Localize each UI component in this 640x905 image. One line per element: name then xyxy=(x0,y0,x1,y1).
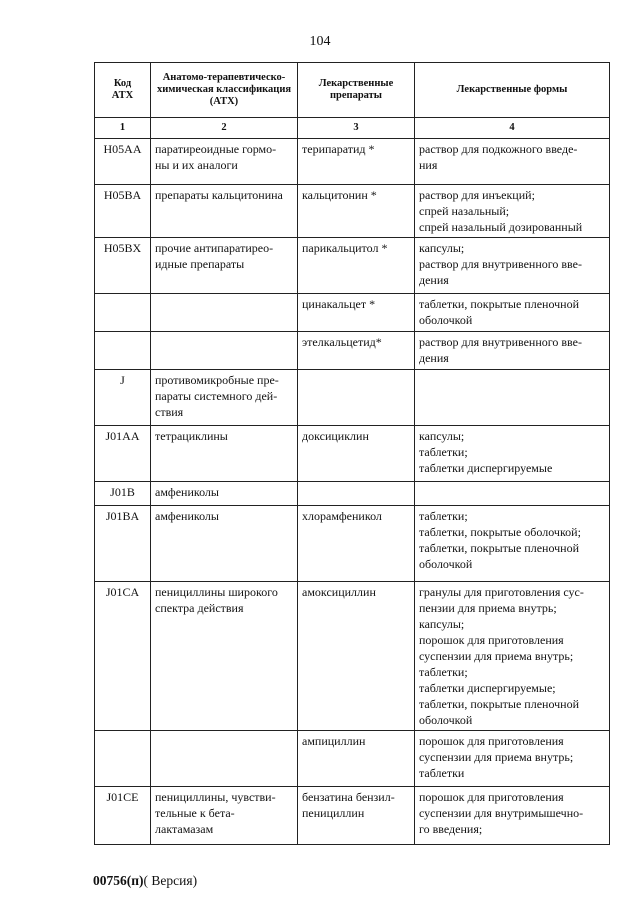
atc-group-cell: амфениколы xyxy=(151,506,298,582)
atc-code-cell: J01B xyxy=(95,482,151,506)
table-row xyxy=(95,185,610,238)
atc-code-cell: H05BX xyxy=(95,238,151,294)
column-number: 4 xyxy=(415,118,610,139)
table-row xyxy=(95,582,610,731)
atc-code-cell: J01CE xyxy=(95,787,151,845)
table-row xyxy=(95,506,610,582)
atc-group-cell xyxy=(151,332,298,370)
drug-name-cell: хлорамфеникол xyxy=(298,506,415,582)
dosage-forms-cell: порошок для приготовления суспензии для внутримышечно- го введения; xyxy=(415,787,610,845)
footer xyxy=(93,873,197,889)
table-row xyxy=(95,238,610,294)
atc-code-cell: H05AA xyxy=(95,139,151,185)
dosage-forms-cell: таблетки; таблетки, покрытые оболочкой; таблетки, покрытые пленочной оболочкой xyxy=(415,506,610,582)
table-header-row xyxy=(95,63,610,118)
table-row xyxy=(95,294,610,332)
atc-group-cell: пенициллины, чувстви- тельные к бета- лактамазам xyxy=(151,787,298,845)
atc-code-cell: J xyxy=(95,370,151,426)
atc-code-cell xyxy=(95,332,151,370)
atc-group-cell: амфениколы xyxy=(151,482,298,506)
header-dosage-forms: Лекарственные формы xyxy=(415,63,610,118)
atc-table xyxy=(94,62,610,845)
atc-group-cell xyxy=(151,294,298,332)
version-label: ( Версия) xyxy=(143,873,198,888)
page-number: 104 xyxy=(309,34,331,49)
dosage-forms-cell: раствор для подкожного введе- ния xyxy=(415,139,610,185)
drug-name-cell: цинакальцет * xyxy=(298,294,415,332)
atc-code-cell: J01BA xyxy=(95,506,151,582)
header-atc-code: Код ATX xyxy=(95,63,151,118)
column-number: 2 xyxy=(151,118,298,139)
table-row xyxy=(95,139,610,185)
atc-group-cell: паратиреоидные гормо- ны и их аналоги xyxy=(151,139,298,185)
drug-name-cell: ампициллин xyxy=(298,731,415,787)
atc-code-cell: H05BA xyxy=(95,185,151,238)
drug-name-cell: бензатина бензил- пенициллин xyxy=(298,787,415,845)
dosage-forms-cell xyxy=(415,482,610,506)
dosage-forms-cell: раствор для инъекций; спрей назальный; спрей назальный дозированный xyxy=(415,185,610,238)
drug-name-cell: терипаратид * xyxy=(298,139,415,185)
dosage-forms-cell xyxy=(415,370,610,426)
atc-group-cell: препараты кальцитонина xyxy=(151,185,298,238)
atc-group-cell: тетрациклины xyxy=(151,426,298,482)
drug-name-cell: кальцитонин * xyxy=(298,185,415,238)
column-number-row xyxy=(95,118,610,139)
atc-group-cell: пенициллины широкого спектра действия xyxy=(151,582,298,731)
drug-name-cell: доксициклин xyxy=(298,426,415,482)
document-code: 00756(п) xyxy=(93,873,144,888)
atc-code-cell: J01CA xyxy=(95,582,151,731)
drug-name-cell: парикальцитол * xyxy=(298,238,415,294)
table-row xyxy=(95,731,610,787)
dosage-forms-cell: гранулы для приготовления сус- пензии для приема внутрь; капсулы; порошок для приготовления суспензии для приема внутрь; таблетки; таблетки диспергируемые; таблетки, покрытые пленочной оболочкой xyxy=(415,582,610,731)
dosage-forms-cell: порошок для приготовления суспензии для приема внутрь; таблетки xyxy=(415,731,610,787)
drug-name-cell xyxy=(298,482,415,506)
column-number: 3 xyxy=(298,118,415,139)
atc-group-cell: противомикробные пре- параты системного дей- ствия xyxy=(151,370,298,426)
header-drugs: Лекарственные препараты xyxy=(298,63,415,118)
table-row xyxy=(95,426,610,482)
drug-name-cell xyxy=(298,370,415,426)
table-row xyxy=(95,787,610,845)
atc-code-cell xyxy=(95,731,151,787)
dosage-forms-cell: таблетки, покрытые пленочной оболочкой xyxy=(415,294,610,332)
atc-group-cell: прочие антипаратирео- идные препараты xyxy=(151,238,298,294)
table-row xyxy=(95,332,610,370)
header-atc-classification: Анатомо-терапевтическо- химическая классификация (ATX) xyxy=(151,63,298,118)
table-row xyxy=(95,370,610,426)
table-row xyxy=(95,482,610,506)
drug-name-cell: этелкальцетид* xyxy=(298,332,415,370)
drug-name-cell: амоксициллин xyxy=(298,582,415,731)
dosage-forms-cell: раствор для внутривенного вве- дения xyxy=(415,332,610,370)
column-number: 1 xyxy=(95,118,151,139)
atc-code-cell: J01AA xyxy=(95,426,151,482)
dosage-forms-cell: капсулы; таблетки; таблетки диспергируемые xyxy=(415,426,610,482)
atc-group-cell xyxy=(151,731,298,787)
table-body xyxy=(95,118,610,845)
dosage-forms-cell: капсулы; раствор для внутривенного вве- дения xyxy=(415,238,610,294)
atc-code-cell xyxy=(95,294,151,332)
